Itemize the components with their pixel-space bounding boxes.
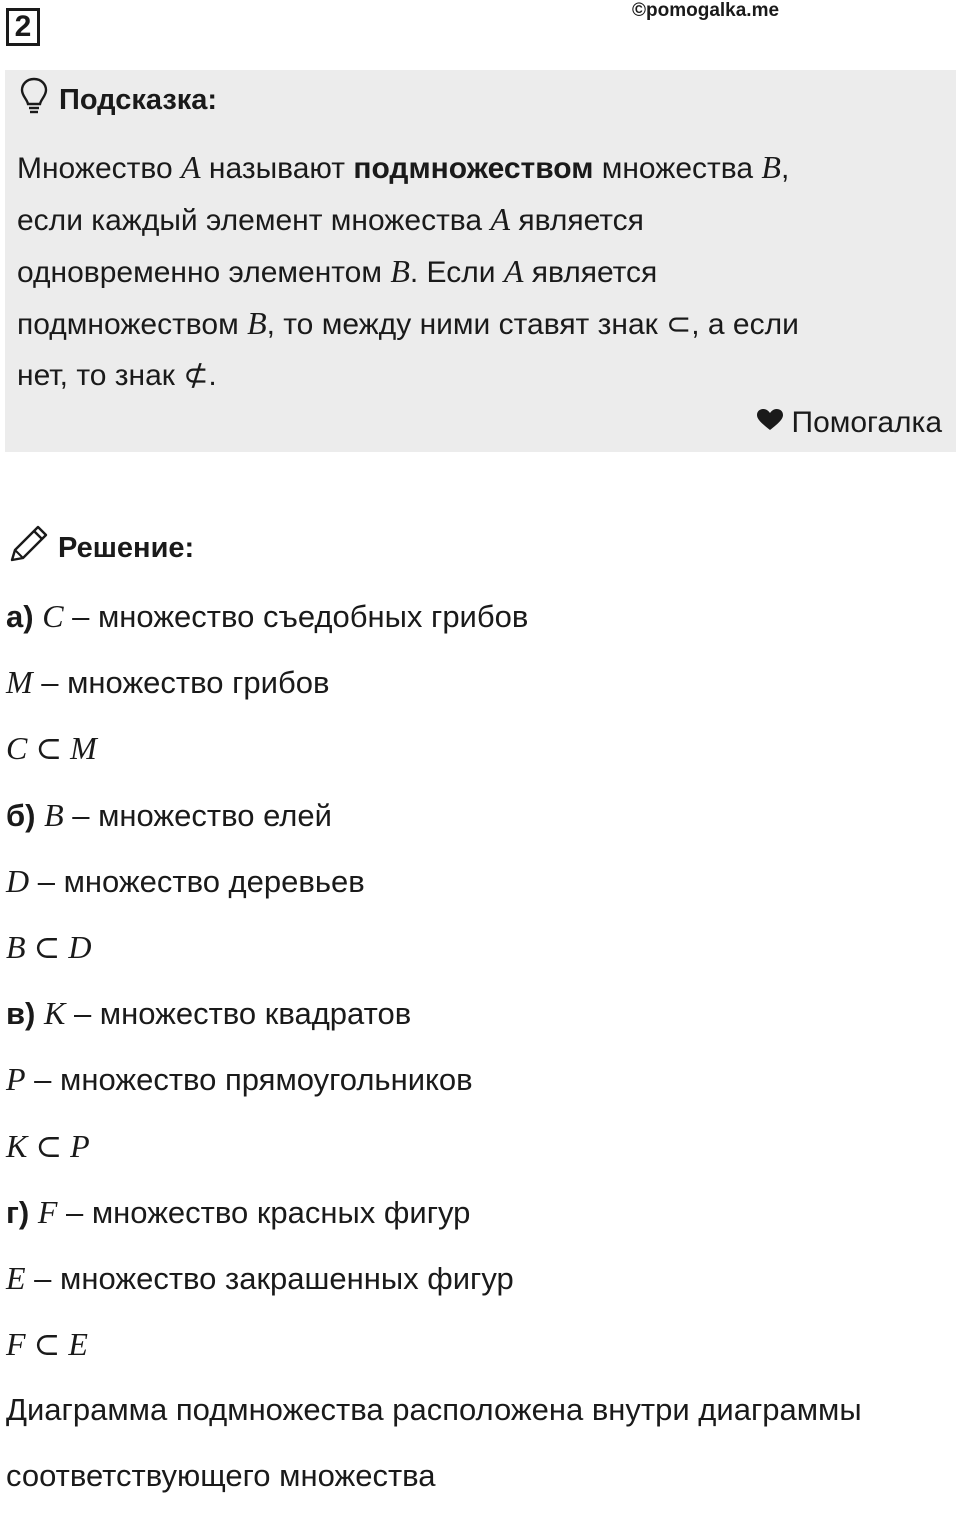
conclusion-line-2: соответствующего множества: [6, 1458, 436, 1494]
pencil-icon: [8, 524, 52, 572]
hint-title: Подсказка:: [59, 83, 218, 116]
brand-name: Помогалка: [791, 406, 942, 439]
lightbulb-icon: [19, 77, 49, 123]
solution-title: Решение:: [58, 531, 195, 564]
hint-box: [5, 70, 956, 452]
hint-paragraph: Множество A называют подмножеством множества B, если каждый элемент множества A является одновременно элементом B. Если A является подмножеством B, то между ними ставят знак ⊂, а если нет, то знак ⊄.: [17, 149, 799, 392]
solution-line: M – множество грибов: [6, 664, 330, 701]
solution-line: P – множество прямоугольников: [6, 1061, 473, 1098]
heart-icon: [756, 406, 784, 440]
solution-line: в) K – множество квадратов: [6, 995, 412, 1032]
brand-signature: [756, 406, 943, 440]
solution-line: а) C – множество съедобных грибов: [6, 598, 529, 634]
solution-line: г) F – множество красных фигур: [6, 1193, 471, 1230]
solution-line: K ⊂ P: [6, 1127, 90, 1164]
hint-header: [19, 82, 217, 118]
conclusion-line-1: Диаграмма подмножества расположена внутри диаграммы: [6, 1392, 862, 1428]
solution-line: C ⊂ M: [6, 730, 97, 767]
watermark: ©pomogalka.me: [632, 0, 780, 21]
solution-line: б) B – множество елей: [6, 796, 332, 833]
solution-line: D – множество деревьев: [6, 862, 365, 899]
solution-line: F ⊂ E: [6, 1326, 88, 1363]
solution-line: B ⊂ D: [6, 928, 92, 965]
solution-lines: [6, 590, 956, 1516]
solution-header: [8, 526, 194, 570]
task-number: 2: [6, 8, 40, 46]
solution-line: E – множество закрашенных фигур: [6, 1259, 514, 1296]
